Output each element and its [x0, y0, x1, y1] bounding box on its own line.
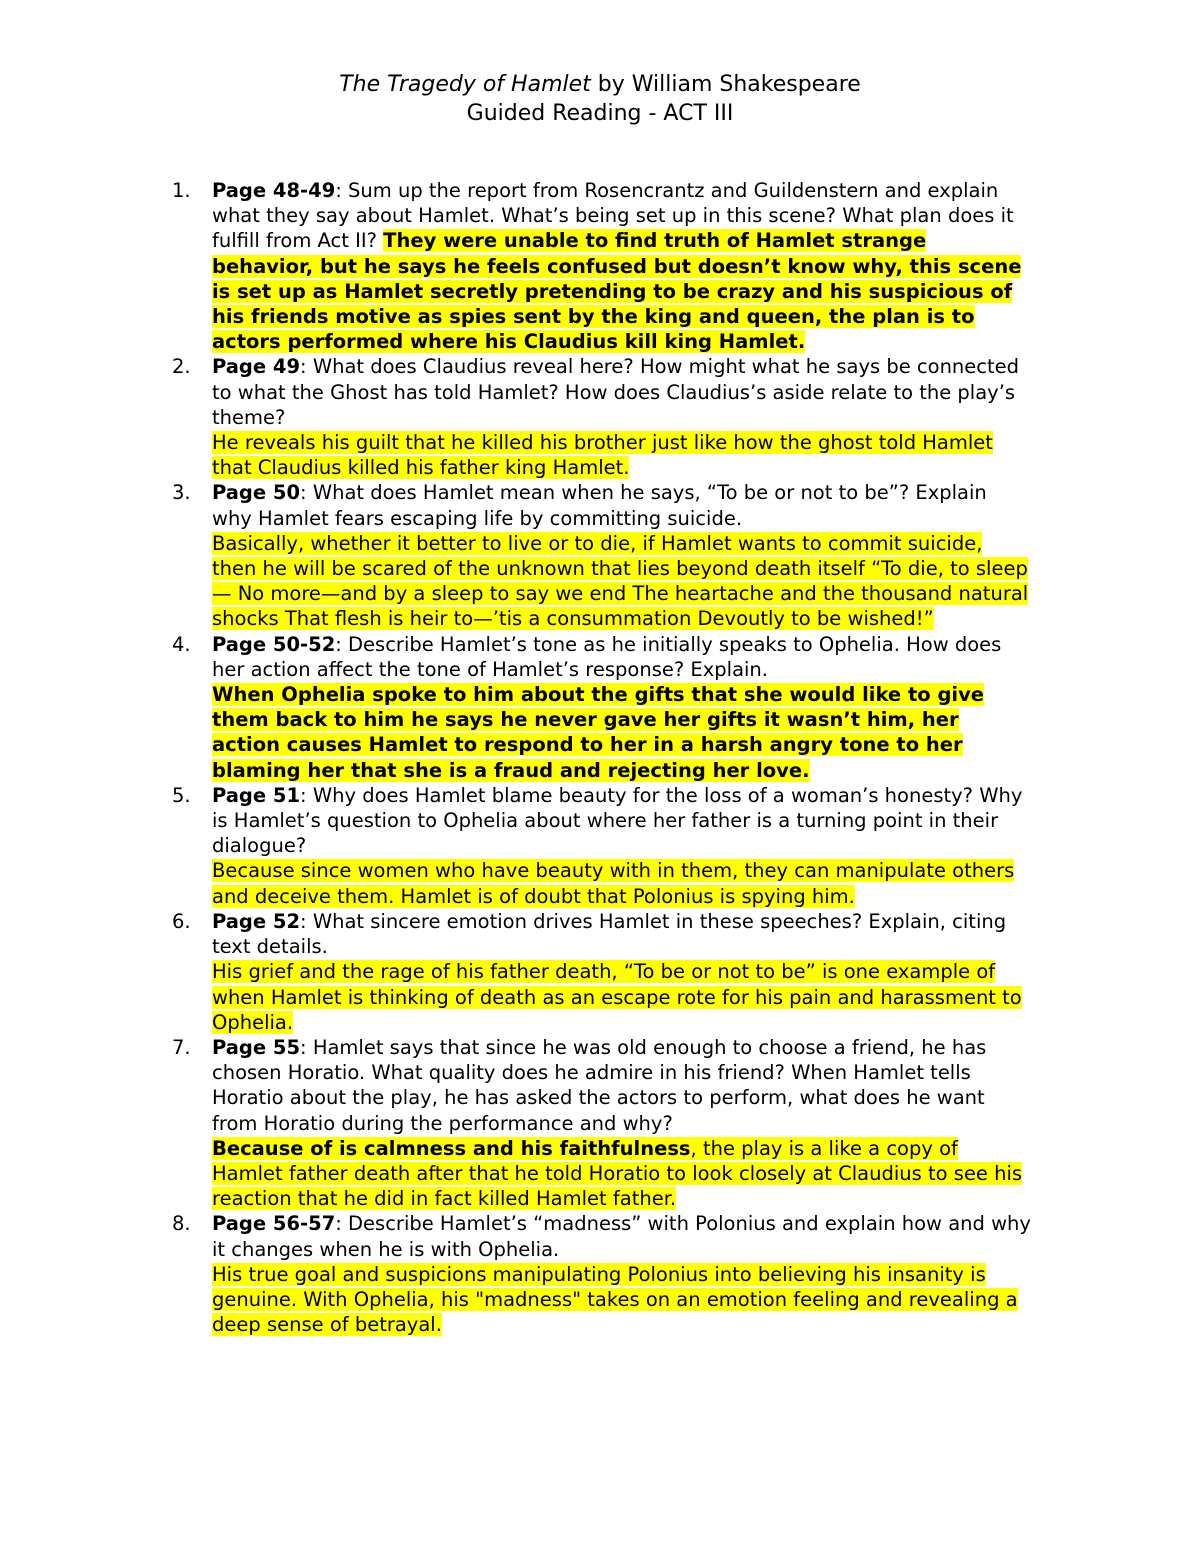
question-number: 2 . [172, 354, 202, 379]
answer-text: , the play is a like a copy of Hamlet father death after that he told Horatio to look closely at Claudius to see his reaction that he did in fact killed Hamlet father. [212, 1136, 1023, 1211]
question-text: : Why does Hamlet blame beauty for the loss of a woman’s honesty? Why is Hamlet’s question to Ophelia about where her father is a turning point in their dialogue? [212, 783, 1023, 858]
answer-text: Basically, whether it better to live or to die, if Hamlet wants to commit suicide, then he will be scared of the unknown that lies beyond death itself “To die, to sleep— No more—and by a sleep to say we end The heartache and the thousand natural shocks That flesh is heir to—’tis a consummation Devoutly to be wished!” [212, 531, 1029, 631]
answer-block [212, 430, 1032, 480]
question-text: : Describe Hamlet’s “madness” with Polonius and explain how and why it changes when he is with Ophelia. [212, 1212, 1031, 1261]
question-text: : What sincere emotion drives Hamlet in these speeches? Explain, citing text details. [212, 909, 1007, 959]
page-reference: Page 50 [212, 481, 301, 505]
answer-text: They were unable to find truth of Hamlet strange behavior, but he says he feels confused but doesn’t know why, this scene is set up as Hamlet secretly pretending to be crazy and his suspicious of his friends motive as spies sent by the king and queen, the plan is to actors performed where his Claudius kill king Hamlet. [212, 229, 1022, 354]
question-text: : What does Hamlet mean when he says, “To be or not to be”? Explain why Hamlet fears escaping life by committing suicide. [212, 481, 987, 530]
answer-text: His true goal and suspicions manipulating Polonius into believing his insanity is genuine. With Ophelia, his "madness" takes on an emotion feeling and revealing a deep sense of betrayal. [212, 1262, 1018, 1337]
question-text: : What does Claudius reveal here? How might what he says be connected to what the Ghost has told Hamlet? How does Claudius’s aside relate to the play’s theme? [212, 355, 1020, 429]
question-number: 1 . [172, 178, 202, 203]
answer-block [212, 1136, 1032, 1212]
question-number: 5 . [172, 783, 202, 808]
page-reference: Page 48-49 [212, 179, 336, 202]
question-item-4 [172, 632, 1032, 783]
question-item-2 [172, 354, 1032, 480]
document-header [0, 70, 1200, 128]
answer-text: Because since women who have beauty with in them, they can manipulate others and deceive them. Hamlet is of doubt that Polonius is spying him. [212, 859, 1015, 908]
page-reference: Page 55 [212, 1035, 301, 1059]
answer-block [212, 682, 1032, 783]
title-italic: The Tragedy of Hamlet [339, 72, 591, 97]
answer-text: He reveals his guilt that he killed his brother just like how the ghost told Hamlet that Claudius killed his father king Hamlet. [212, 431, 993, 480]
document-title [0, 70, 1200, 99]
page-reference: Page 52 [212, 909, 301, 933]
question-item-6 [172, 909, 1032, 1035]
question-text: : Sum up the report from Rosencrantz and Guildenstern and explain what they say about Hamlet. What’s being set up in this scene? What plan does it fulfill from Act II? [212, 179, 1014, 253]
answer-text: His grief and the rage of his father death, “To be or not to be” is one example of when Hamlet is thinking of death as an escape rote for his pain and harassment to Ophelia. [212, 960, 1022, 1034]
page-reference: Page 56-57 [212, 1212, 336, 1236]
question-number: 8 . [172, 1211, 202, 1236]
answer-block [212, 858, 1032, 908]
page-reference: Page 51 [212, 783, 301, 807]
question-item-8 [172, 1211, 1032, 1337]
title-rest: by William Shakespeare [590, 72, 861, 97]
question-number: 7 . [172, 1035, 202, 1060]
question-number: 6 . [172, 909, 202, 934]
question-list [172, 178, 1032, 1337]
answer-block [212, 1262, 1032, 1338]
question-item-5 [172, 783, 1032, 909]
question-item-3 [172, 480, 1032, 631]
question-item-7 [172, 1035, 1032, 1211]
answer-bold-text: Because of is calmness and his faithfulness [212, 1136, 691, 1160]
answer-block [212, 959, 1032, 1035]
document-subtitle: Guided Reading - ACT III [466, 101, 734, 126]
question-text: : Describe Hamlet’s tone as he initially speaks to Ophelia. How does her action affect the tone of Hamlet’s response? Explain. [212, 632, 1002, 681]
answer-block [212, 531, 1032, 632]
question-item-1 [172, 178, 1032, 354]
page-reference: Page 50-52 [212, 632, 336, 656]
page-reference: Page 49 [212, 355, 301, 379]
question-text: : Hamlet says that since he was old enough to choose a friend, he has chosen Horatio. What quality does he admire in his friend? When Hamlet tells Horatio about the play, he has asked the actors to perform, what does he want from Horatio during the performance and why? [212, 1035, 987, 1135]
question-number: 3 . [172, 480, 202, 505]
question-number: 4 . [172, 632, 202, 657]
answer-text: When Ophelia spoke to him about the gifts that she would like to give them back to him he says he never gave her gifts it wasn’t him, her action causes Hamlet to respond to her in a harsh angry tone to her blaming her that she is a fraud and rejecting her love. [212, 683, 985, 782]
